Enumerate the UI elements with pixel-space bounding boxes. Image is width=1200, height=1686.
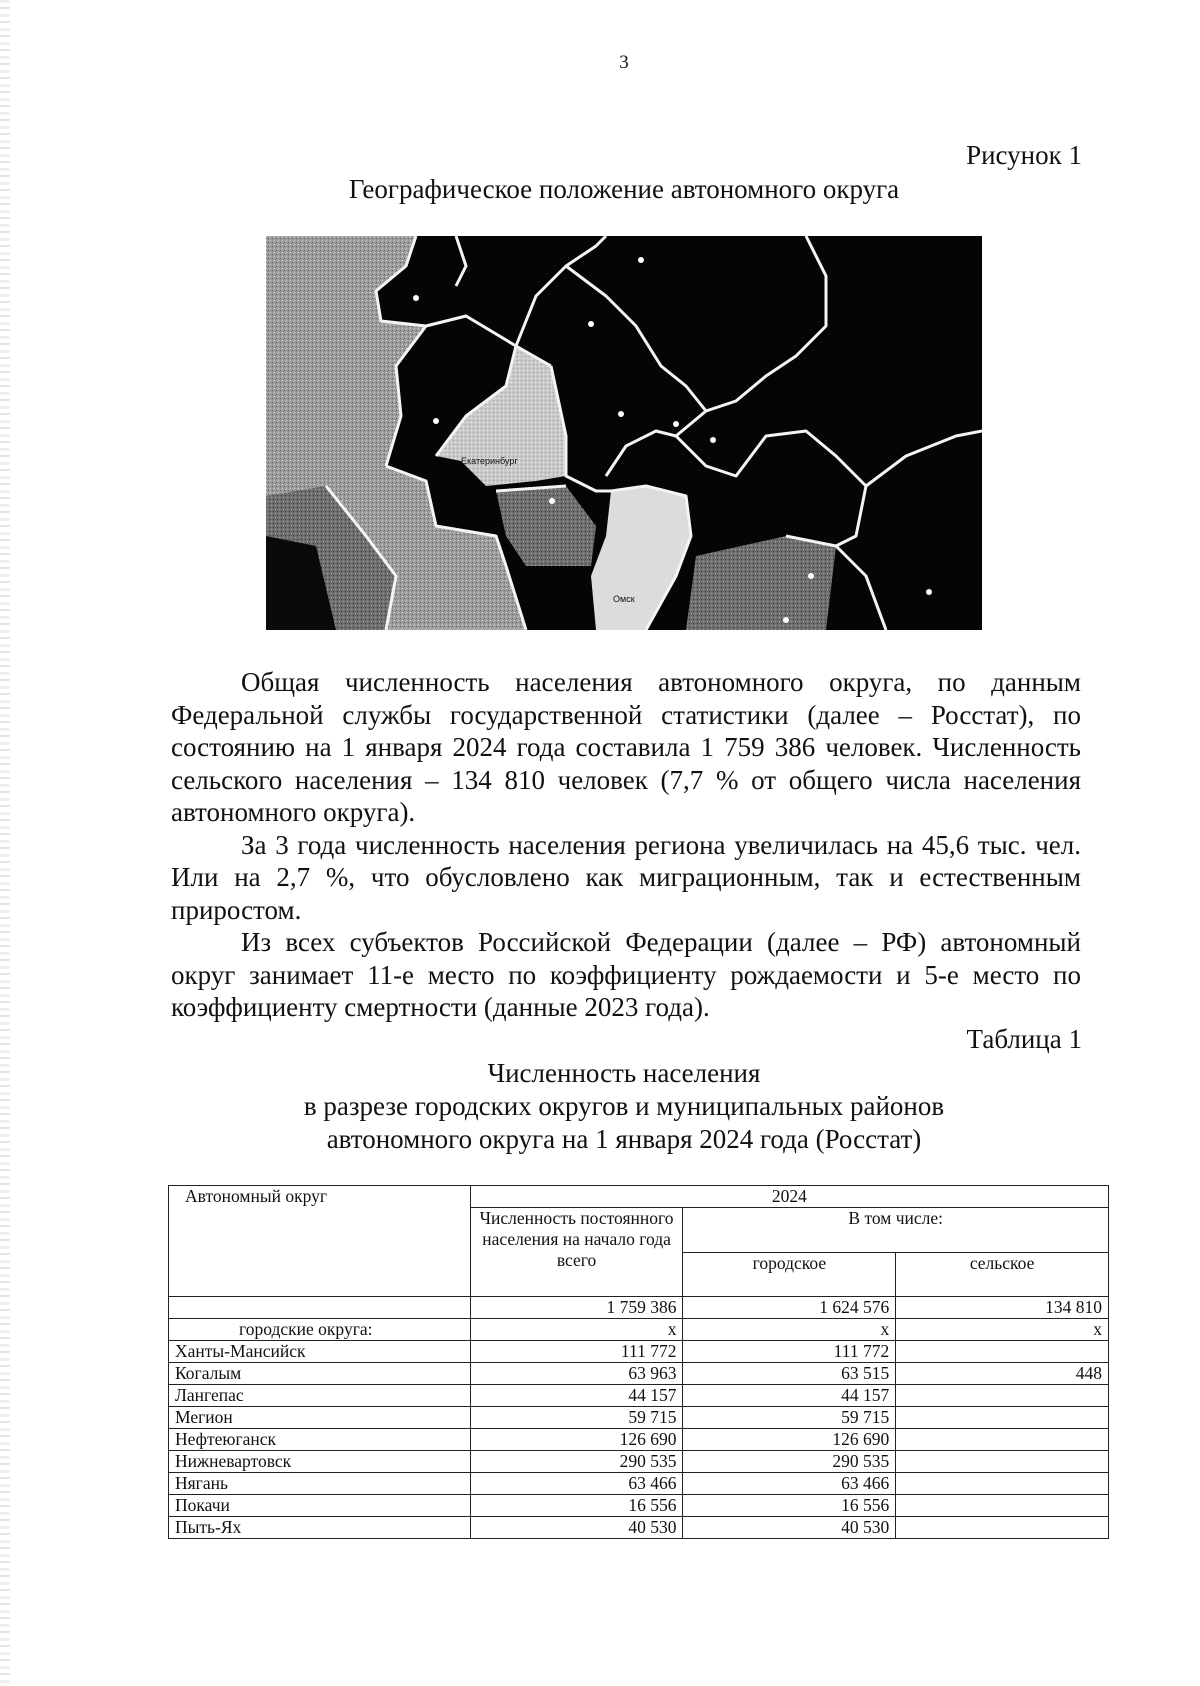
cell-rural [896,1385,1109,1407]
cell-rural [896,1341,1109,1363]
city-dot [710,437,716,443]
cell-name: Пыть-Ях [169,1517,471,1539]
header-year: 2024 [470,1186,1108,1208]
cell-name: Покачи [169,1495,471,1517]
city-dot [673,421,679,427]
city-dot [808,573,814,579]
cell-urban: 40 530 [683,1517,896,1539]
cell-total: 111 772 [470,1341,683,1363]
table-row [169,1473,1109,1495]
table-row [169,1517,1109,1539]
cell-name: Ханты-Мансийск [169,1341,471,1363]
table-title-line: Численность населения [487,1058,761,1088]
group-name: городские округа: [169,1319,471,1341]
cell-urban: 44 157 [683,1385,896,1407]
cell-total: 126 690 [470,1429,683,1451]
city-dot [588,321,594,327]
table-title-line: в разрезе городских округов и муниципальных районов [303,1091,945,1121]
table-label: Таблица 1 [966,1024,1082,1054]
city-dot [638,257,644,263]
header-region: Автономный округ [169,1186,471,1297]
cell-rural [896,1517,1109,1539]
cell-rural [896,1451,1109,1473]
city-dot [783,617,789,623]
cell-name: Нижневартовск [169,1451,471,1473]
header-total: Численность постоянного населения на начало года всего [470,1208,683,1297]
cell-total: 16 556 [470,1495,683,1517]
cell-rural [896,1495,1109,1517]
city-dot [549,498,555,504]
table-header-row [169,1186,1109,1208]
region-map [266,236,982,630]
cell-name: Нягань [169,1473,471,1495]
city-dot [413,295,419,301]
group-total: х [470,1319,683,1341]
population-table [168,1185,1109,1539]
cell-total: 63 963 [470,1363,683,1385]
table-row [169,1429,1109,1451]
paragraph: За 3 года численность населения региона увеличилась на 45,6 тыс. чел. Или на 2,7 %, что обусловлено как миграционным, так и естественным приростом. [171,829,1081,925]
table-title-line: автономного округа на 1 января 2024 года (Росстат) [326,1124,922,1154]
paragraph: Из всех субъектов Российской Федерации (далее – РФ) автономный округ занимает 11-е место по коэффициенту рождаемости и 5-е место по коэффициенту смертности (данные 2023 года). [171,927,1081,1022]
totals-total: 1 759 386 [470,1297,683,1319]
cell-name: Нефтеюганск [169,1429,471,1451]
header-urban: городское [683,1252,896,1297]
paragraph: Общая численность населения автономного округа, по данным Федеральной службы государственной статистики (далее – Росстат), по состоянию на 1 января 2024 года составила 1 759 386 человек. Численность сельского населения – 134 810 человек (7,7 % от общего числа населения автономного округа). [171,667,1081,827]
table-row [169,1341,1109,1363]
page-number: 3 [619,52,629,73]
cell-urban: 63 515 [683,1363,896,1385]
cell-urban: 59 715 [683,1407,896,1429]
city-dot [926,589,932,595]
cell-name: Лангепас [169,1385,471,1407]
cell-name: Мегион [169,1407,471,1429]
map-label-ekaterinburg: Екатеринбург [461,456,518,466]
cell-name: Когалым [169,1363,471,1385]
map-label-omsk: Омск [613,594,635,604]
cell-rural: 448 [896,1363,1109,1385]
city-dot [433,418,439,424]
figure-title: Географическое положение автономного округа [348,174,900,204]
scan-edge-artifact [0,0,10,1686]
table-row [169,1385,1109,1407]
cell-total: 59 715 [470,1407,683,1429]
table-row [169,1407,1109,1429]
figure-label: Рисунок 1 [966,140,1082,170]
table-group-row [169,1319,1109,1341]
cell-urban: 63 466 [683,1473,896,1495]
table-row [169,1495,1109,1517]
cell-urban: 111 772 [683,1341,896,1363]
cell-urban: 126 690 [683,1429,896,1451]
group-urban: х [683,1319,896,1341]
cell-total: 44 157 [470,1385,683,1407]
cell-urban: 290 535 [683,1451,896,1473]
header-including: В том числе: [683,1208,1109,1253]
city-dot [618,411,624,417]
header-rural: сельское [896,1252,1109,1297]
table-totals-row [169,1297,1109,1319]
totals-urban: 1 624 576 [683,1297,896,1319]
cell-rural [896,1473,1109,1495]
table-row [169,1451,1109,1473]
group-rural: х [896,1319,1109,1341]
cell-urban: 16 556 [683,1495,896,1517]
totals-empty-cell [169,1297,471,1319]
cell-rural [896,1429,1109,1451]
body-text [171,666,1081,1024]
totals-rural: 134 810 [896,1297,1109,1319]
cell-total: 63 466 [470,1473,683,1495]
cell-rural [896,1407,1109,1429]
cell-total: 290 535 [470,1451,683,1473]
table-row [169,1363,1109,1385]
cell-total: 40 530 [470,1517,683,1539]
table-title [0,1057,1200,1156]
